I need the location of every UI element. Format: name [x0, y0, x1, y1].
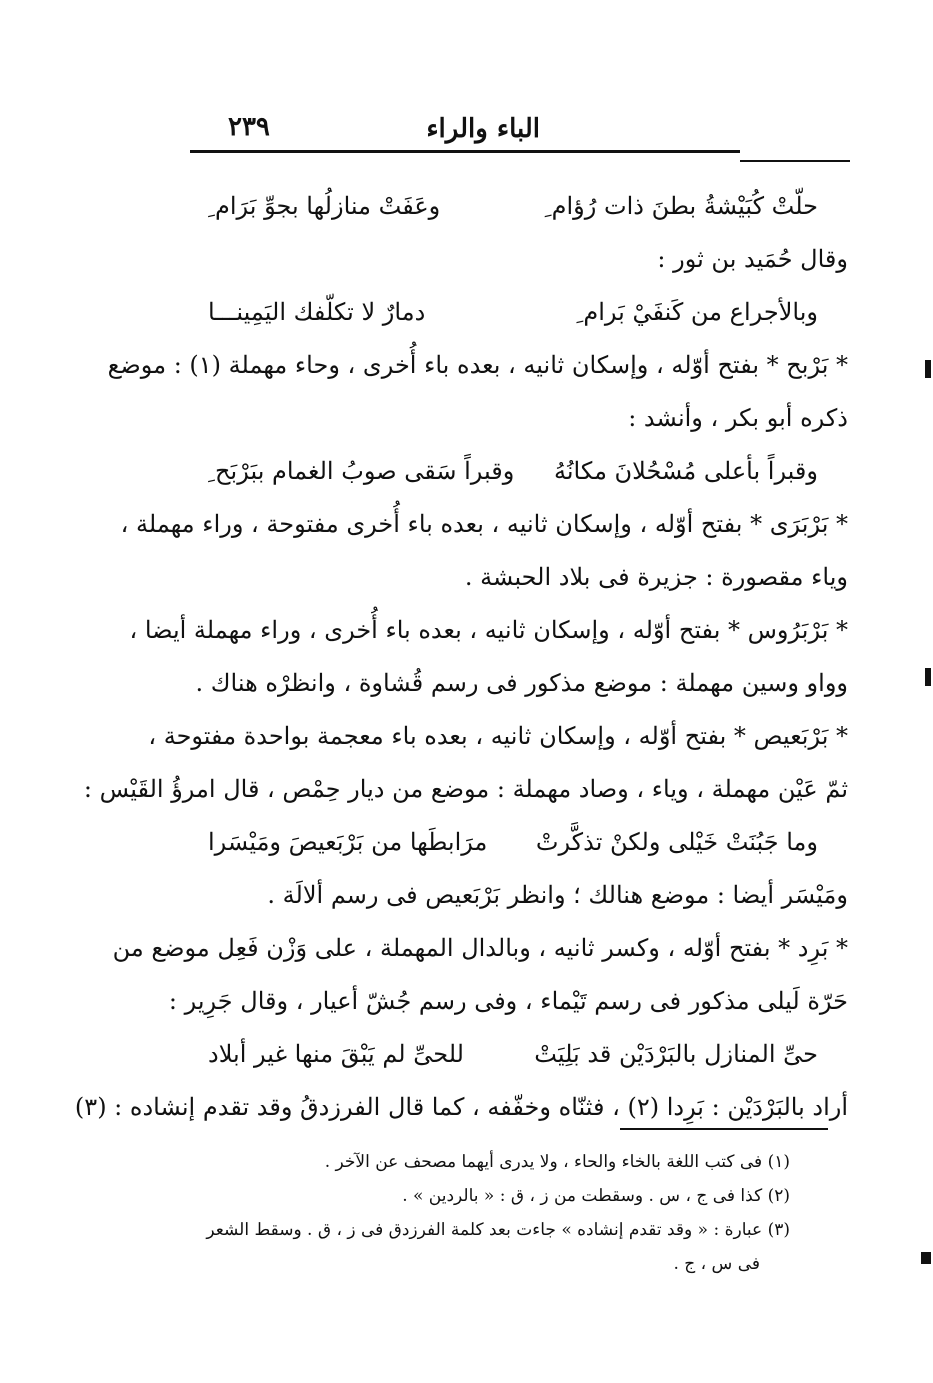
verse-line	[178, 445, 848, 498]
prose-line: وقال حُمَيد بن ثور :	[657, 245, 848, 273]
footnote: (٢) كذا فى ج ، س . وسقطت من ز ، ق : « بالردين » .	[402, 1186, 790, 1206]
entry-line: * بَرِد * بفتح أوّله ، وكسر ثانيه ، وبالدال المهملة ، على وَزْن فَعِل موضع من	[112, 934, 848, 962]
prose-line: ومَيْسَر أيضا : موضع هنالك ؛ وانظر بَرْبَعيص فى رسم ألالَة .	[267, 881, 848, 909]
entry-line: * بَرْبَرُوس * بفتح أوّله ، وإسكان ثانيه ، بعده باء أُخرى ، وراء مهملة أيضا ،	[129, 616, 848, 644]
verse-line	[178, 816, 848, 869]
page-header	[200, 108, 840, 148]
prose-line: وياء مقصورة : جزيرة فى بلاد الحبشة .	[464, 563, 848, 591]
header-rule-right	[740, 160, 850, 162]
entry-line: * بَرْبح * بفتح أوّله ، وإسكان ثانيه ، بعده باء أُخرى ، وحاء مهملة (١) : موضع	[107, 351, 848, 379]
page-number: ٢٣٩	[228, 112, 270, 142]
verse-second-hemistich: دمارٌ لا تكلّفك اليَمِينـــا	[208, 298, 426, 326]
entry-line: * بَرْبَعيص * بفتح أوّله ، وإسكان ثانيه ، بعده باء معجمة بواحدة مفتوحة ،	[148, 722, 848, 750]
prose-line: حَرّة لَيلى مذكور فى رسم تَيْماء ، وفى رسم جُشّ أعيار ، وقال جَرِير :	[168, 987, 848, 1015]
verse-second-hemistich: وعَفَتْ منازلُها بجوِّ بَرَام ِ	[208, 192, 441, 220]
header-rule	[190, 150, 740, 153]
prose-line: وواو وسين مهملة : موضع مذكور فى رسم قُشاوة ، وانظرْه هناك .	[195, 669, 848, 697]
verse-second-hemistich: للحىِّ لم يَبْقَ منها غير أبلاد	[208, 1040, 464, 1068]
verse-second-hemistich: وقبراً سَقى صوبُ الغمام ببَرْبَح ِ	[208, 457, 515, 485]
footnotes	[170, 1145, 790, 1281]
prose-line: ثمّ عَيْن مهملة ، وياء ، وصاد مهملة : موضع من ديار حِمْص ، قال امرؤُ القَيْس :	[83, 775, 848, 803]
prose-line: ذكره أبو بكر ، وأنشد :	[628, 404, 848, 432]
footnote-continuation: فى س ، ج .	[673, 1254, 760, 1274]
prose-line: أراد بالبَرْدَيْن : بَرِدا (٢) ، فثنّاه وخفّفه ، كما قال الفرزدقُ وقد تقدم إنشاده : (٣)	[74, 1093, 848, 1121]
verse-second-hemistich: مرَابطَها من بَرْبَعيصَ ومَيْسَرا	[208, 828, 488, 856]
verse-first-hemistich: وبالأجراع من كَنفَيْ بَرام ِ	[576, 298, 818, 326]
scan-edge-mark	[925, 360, 931, 378]
verse-first-hemistich: وقبراً بأعلى مُسْحُلانَ مكانُهُ	[553, 457, 818, 485]
verse-line	[178, 1028, 848, 1081]
verse-line	[178, 286, 848, 339]
verse-line	[178, 180, 848, 233]
main-text	[74, 180, 848, 1134]
verse-first-hemistich: حلّتْ كُبَيْشةُ بطنَ ذات رُؤام ِ	[544, 192, 818, 220]
footnote: (١) فى كتب اللغة بالخاء والحاء ، ولا يدرى أيهما مصحف عن الآخر .	[324, 1152, 790, 1172]
footnote-rule	[620, 1128, 828, 1130]
entry-line: * بَرْبَرَى * بفتح أوّله ، وإسكان ثانيه ، بعده باء أُخرى مفتوحة ، وراء مهملة ،	[120, 510, 848, 538]
scan-edge-mark	[921, 1252, 931, 1264]
verse-first-hemistich: حىِّ المنازل بالبَرْدَيْن قد بَلِيَتْ	[534, 1040, 818, 1068]
verse-first-hemistich: وما جَبُنَتْ خَيْلى ولكنْ تذكَّرتْ	[535, 828, 818, 856]
scan-edge-mark	[925, 668, 931, 686]
footnote: (٣) عبارة : « وقد تقدم إنشاده » جاءت بعد كلمة الفرزدق فى ز ، ق . وسقط الشعر	[206, 1220, 790, 1240]
running-title: الباء والراء	[426, 114, 540, 144]
